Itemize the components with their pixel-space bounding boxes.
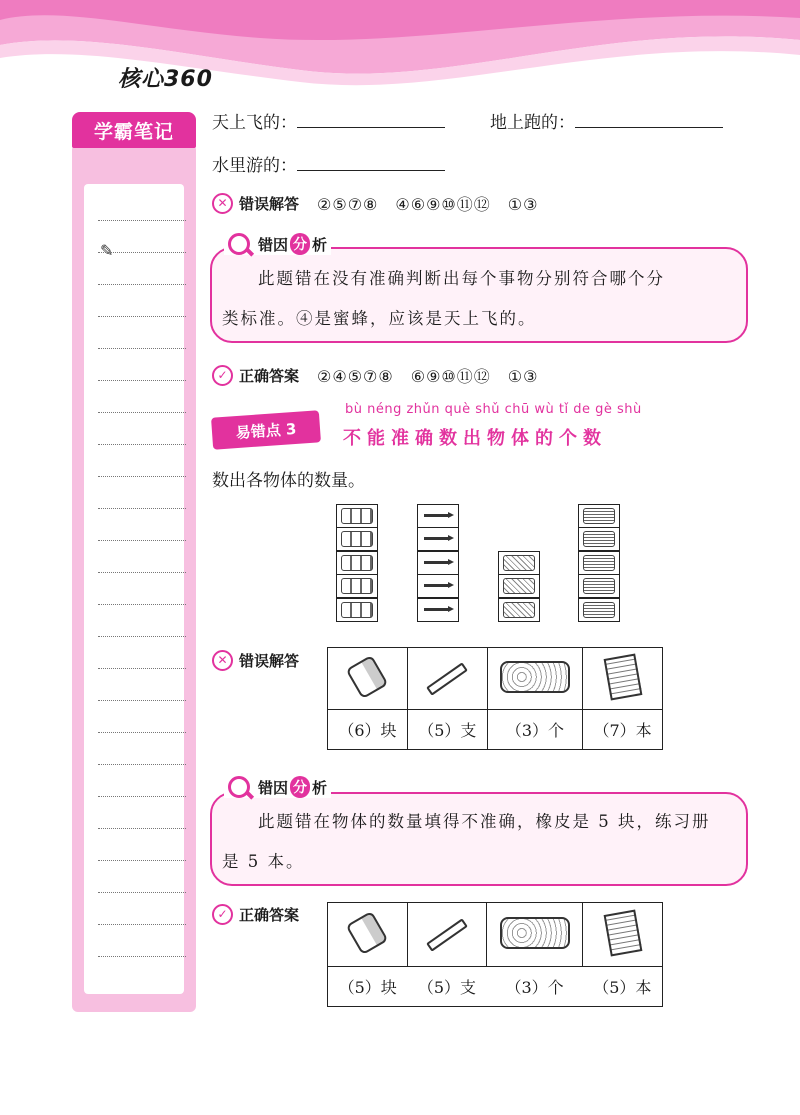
analysis-heading-1 (224, 233, 331, 255)
eraser-icon (341, 531, 373, 547)
error-point-title: 不能准确数出物体的个数 (343, 428, 607, 449)
correct-answer-table (327, 902, 663, 1007)
pictograph-cell (336, 527, 378, 551)
cross-icon: ✕ (212, 193, 233, 214)
eraser-icon (341, 602, 373, 618)
ground-blank[interactable] (575, 111, 723, 128)
brand-logo: 核心360 (118, 67, 213, 92)
pictograph-cell (336, 598, 378, 622)
note-line (98, 892, 186, 893)
notebook-icon (583, 602, 615, 618)
analysis-title: 错因 (258, 235, 289, 254)
table-cell (328, 903, 408, 967)
wrong-label: 错误解答 (239, 195, 300, 213)
pictograph-cell (578, 551, 620, 575)
note-line (98, 220, 186, 221)
pictograph-cell (417, 551, 459, 575)
note-line (98, 284, 186, 285)
pencil-box-icon (503, 555, 535, 571)
error-point-tag: 易错点 3 (211, 410, 321, 449)
notebook-icon (583, 508, 615, 524)
eraser-icon (341, 578, 373, 594)
sky-blank[interactable] (297, 111, 445, 128)
note-line (98, 444, 186, 445)
wrong-answer-row-1 (212, 192, 538, 215)
table-cell: （5）块 (328, 967, 408, 1007)
pictograph-cell (578, 504, 620, 528)
analysis-text-2b: 是 5 本。 (222, 852, 305, 871)
pictograph-cell (336, 504, 378, 528)
notebook-icon (603, 909, 642, 956)
cross-icon: ✕ (212, 650, 233, 671)
note-line (98, 924, 186, 925)
notebook-icon (583, 531, 615, 547)
note-line (98, 956, 186, 957)
pencil-icon (422, 531, 452, 545)
pencil-box-icon (503, 578, 535, 594)
check-icon: ✓ (212, 904, 233, 925)
sidebar-title: 学霸笔记 (93, 120, 174, 143)
table-cell: （5）本 (583, 967, 663, 1007)
note-line (98, 572, 186, 573)
analysis-text-1a: 此题错在没有准确判断出每个事物分别符合哪个分 (258, 269, 665, 288)
pencil-icon (422, 555, 452, 569)
notes-sidebar (72, 112, 196, 1012)
sky-label: 天上飞的： (212, 113, 297, 133)
table-cell: （5）支 (407, 967, 486, 1007)
pictograph-cell (498, 574, 540, 598)
ground-label: 地上跑的： (490, 113, 575, 133)
analysis-text-1b: 类标准。④是蜜蜂，应该是天上飞的。 (222, 309, 537, 328)
note-line (98, 828, 186, 829)
notebook-icon (583, 555, 615, 571)
magnifier-icon (228, 776, 250, 798)
pictograph-cell (417, 504, 459, 528)
pictograph-cell (578, 598, 620, 622)
note-line (98, 796, 186, 797)
table-cell (583, 648, 663, 710)
pencil-box-icon (500, 917, 570, 949)
table-cell (487, 648, 582, 710)
pencil-icon (426, 662, 468, 695)
eraser-icon (346, 910, 389, 954)
pictograph-cell (498, 598, 540, 622)
pencil-icon: ✎ (100, 241, 114, 260)
pictograph-cell (336, 551, 378, 575)
note-line (98, 412, 186, 413)
eraser-icon (346, 654, 389, 698)
pictograph-cell (336, 574, 378, 598)
pictograph-cell (578, 527, 620, 551)
correct-label: 正确答案 (239, 367, 300, 385)
pictograph-cell (417, 598, 459, 622)
wrong-answer-row-2 (212, 650, 299, 671)
sidebar-frame (72, 144, 196, 1012)
table-cell: （6）块 (328, 710, 408, 750)
note-line (98, 732, 186, 733)
note-line (98, 348, 186, 349)
magnifier-icon (228, 233, 250, 255)
note-line (98, 668, 186, 669)
notebook-icon (583, 578, 615, 594)
pictograph-cell (417, 527, 459, 551)
analysis-text-2a: 此题错在物体的数量填得不准确，橡皮是 5 块，练习册 (258, 812, 711, 831)
pencil-icon (426, 918, 468, 951)
note-line (98, 316, 186, 317)
water-blank[interactable] (297, 154, 445, 171)
analysis-badge: 分 (290, 776, 310, 798)
correct-answer-row-1 (212, 364, 538, 387)
pictograph-cell (498, 551, 540, 575)
pictograph (330, 505, 630, 625)
table-cell: （3）个 (487, 967, 583, 1007)
eraser-icon (341, 508, 373, 524)
count-prompt: 数出各物体的数量。 (212, 471, 365, 491)
table-cell: （3）个 (487, 710, 582, 750)
ground-row (490, 108, 723, 133)
note-line (98, 380, 186, 381)
sidebar-header (72, 112, 196, 148)
notebook-icon (603, 653, 642, 700)
error-point-pinyin: bù néng zhǔn què shǔ chū wù tǐ de gè shù (345, 402, 642, 417)
wrong-answer-table (327, 647, 663, 750)
pictograph-cell (578, 574, 620, 598)
pictograph-cell (417, 574, 459, 598)
table-cell (487, 903, 583, 967)
table-cell (583, 903, 663, 967)
note-line (98, 636, 186, 637)
pencil-box-icon (500, 661, 570, 693)
note-line (98, 476, 186, 477)
note-line (98, 540, 186, 541)
table-cell: （5）支 (407, 710, 487, 750)
note-line (98, 764, 186, 765)
note-line (98, 860, 186, 861)
pencil-box-icon (503, 602, 535, 618)
water-label: 水里游的： (212, 156, 297, 176)
analysis-badge: 分 (290, 233, 310, 255)
note-line (98, 700, 186, 701)
note-line (98, 604, 186, 605)
correct-answer: ②④⑤⑦⑧ ⑥⑨⑩⑪⑫ ①③ (317, 367, 539, 386)
analysis-title-end: 析 (312, 778, 328, 797)
analysis-heading-2 (224, 776, 331, 798)
table-cell: （7）本 (583, 710, 663, 750)
note-line (98, 252, 186, 253)
pencil-icon (422, 578, 452, 592)
correct-answer-row-2 (212, 904, 299, 925)
analysis-title-end: 析 (312, 235, 328, 254)
wrong-answer: ②⑤⑦⑧ ④⑥⑨⑩⑪⑫ ①③ (317, 195, 539, 214)
wrong-label: 错误解答 (239, 652, 300, 670)
pencil-icon (422, 602, 452, 616)
analysis-title: 错因 (258, 778, 289, 797)
table-cell (407, 903, 486, 967)
table-cell (328, 648, 408, 710)
water-row (212, 151, 445, 176)
pencil-icon (422, 508, 452, 522)
notes-paper (84, 184, 184, 994)
table-cell (407, 648, 487, 710)
note-line (98, 508, 186, 509)
eraser-icon (341, 555, 373, 571)
check-icon: ✓ (212, 365, 233, 386)
sky-row (212, 108, 445, 133)
correct-label: 正确答案 (239, 906, 300, 924)
